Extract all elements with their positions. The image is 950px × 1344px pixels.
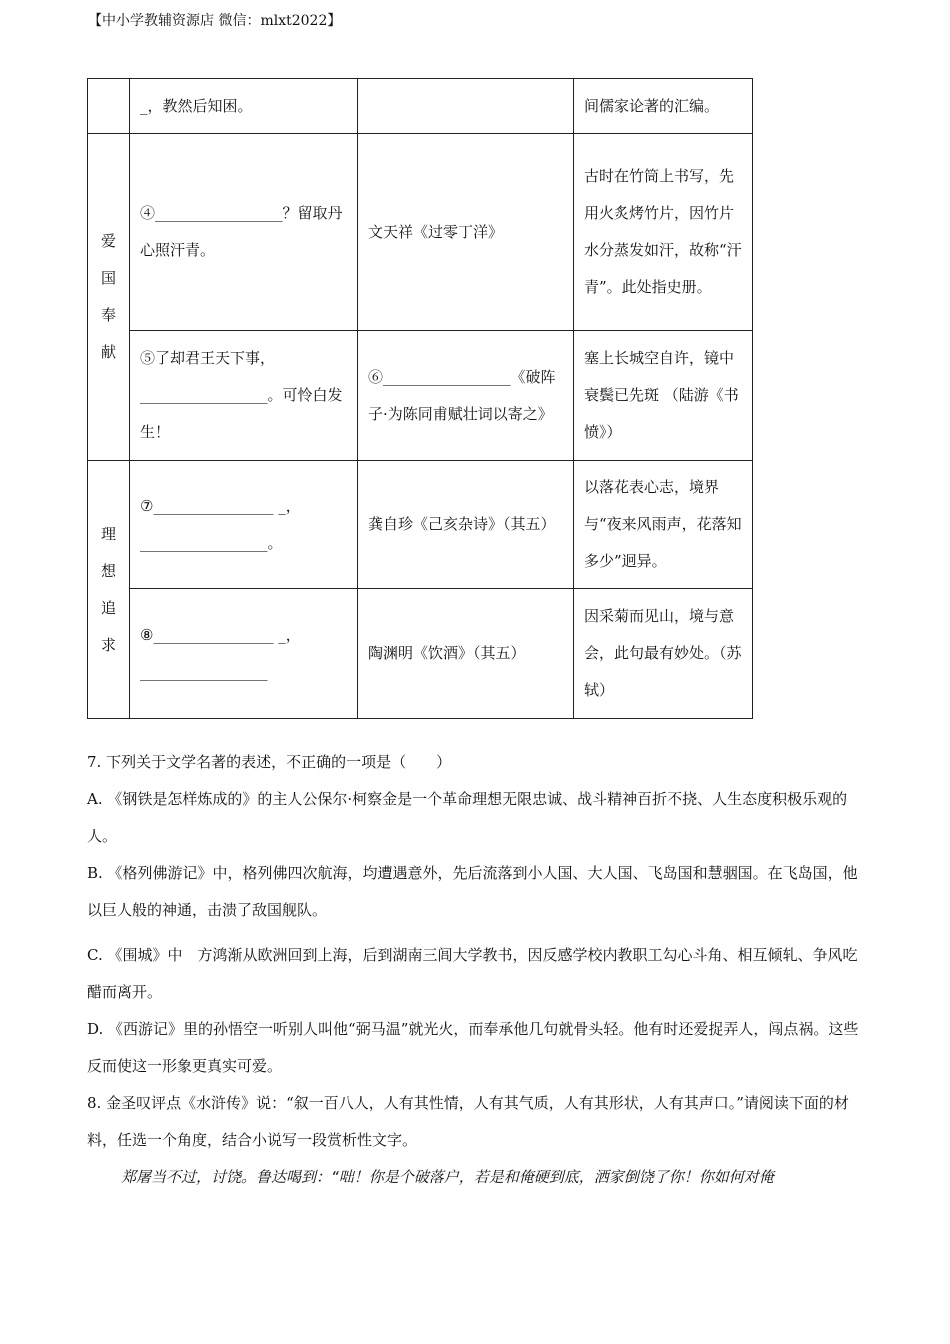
note-cell: 以落花表心志，境界与“夜来风雨声，花落知多少”迥异。 bbox=[574, 461, 753, 589]
note-cell: 古时在竹筒上书写，先用火炙烤竹片，因竹片水分蒸发如汗，故称“汗青”。此处指史册。 bbox=[574, 134, 753, 331]
poem-table bbox=[87, 78, 753, 719]
table-row bbox=[88, 331, 753, 461]
question-7-option-c: C. 《围城》中 方鸿渐从欧洲回到上海，后到湖南三闾大学教书，因反感学校内教职工勾心斗角、相互倾轧、争风吃醋而离开。 bbox=[87, 946, 858, 1001]
blank-cell: ⑤了却君王天下事，_________________。可怜白发生！ bbox=[130, 331, 358, 461]
question-7-option-a: A. 《钢铁是怎样炼成的》的主人公保尔·柯察金是一个革命理想无限忠诚、战斗精神百折不挠、人生态度积极乐观的人。 bbox=[87, 790, 848, 845]
question-8-stem: 8. 金圣叹评点《水浒传》说：“叙一百八人，人有其性情，人有其气质，人有其形状，人有其声口。”请阅读下面的材料，任选一个角度，结合小说写一段赏析性文字。 bbox=[87, 1094, 849, 1149]
questions-section bbox=[87, 744, 865, 1196]
question-7-option-b: B. 《格列佛游记》中，格列佛四次航海，均遭遇意外，先后流落到小人国、大人国、飞岛国和慧骃国。在飞岛国，他以巨人般的神通，击溃了敌国舰队。 bbox=[87, 864, 858, 919]
watermark-header: 【中小学教辅资源店 微信：mlxt2022】 bbox=[88, 13, 342, 29]
category-cell bbox=[88, 79, 130, 134]
note-cell: 间儒家论著的汇编。 bbox=[574, 79, 753, 134]
blank-cell: ④_________________？留取丹心照汗青。 bbox=[130, 134, 358, 331]
question-7-stem: 7. 下列关于文学名著的表述，不正确的一项是（ ） bbox=[87, 753, 452, 771]
source-cell bbox=[358, 79, 574, 134]
source-cell: 文天祥《过零丁洋》 bbox=[358, 134, 574, 331]
source-cell: 龚自珍《己亥杂诗》（其五） bbox=[358, 461, 574, 589]
table-row bbox=[88, 134, 753, 331]
category-cell-ideal: 理想追求 bbox=[88, 461, 130, 719]
question-8-excerpt: 郑屠当不过，讨饶。鲁达喝到：“咄！你是个破落户，若是和俺硬到底，洒家倒饶了你！你如何对俺 bbox=[121, 1168, 774, 1186]
note-cell: 塞上长城空自许，镜中衰鬓已先斑 （陆游《书愤》） bbox=[574, 331, 753, 461]
source-cell: ⑥_________________《破阵子·为陈同甫赋壮词以寄之》 bbox=[358, 331, 574, 461]
table-row bbox=[88, 461, 753, 589]
table-row bbox=[88, 79, 753, 134]
category-cell-patriotism: 爱国奉献 bbox=[88, 134, 130, 461]
blank-cell: ⑦________________ _，_________________。 bbox=[130, 461, 358, 589]
blank-cell: ⑧________________ _，_________________ bbox=[130, 589, 358, 719]
table-row bbox=[88, 589, 753, 719]
question-7-option-d: D. 《西游记》里的孙悟空一听别人叫他“弼马温”就光火，而奉承他几句就骨头轻。他有时还爱捉弄人，闯点祸。这些反而使这一形象更真实可爱。 bbox=[87, 1020, 859, 1075]
note-cell: 因采菊而见山，境与意会，此句最有妙处。（苏轼） bbox=[574, 589, 753, 719]
source-cell: 陶渊明《饮酒》（其五） bbox=[358, 589, 574, 719]
blank-cell: _，教然后知困。 bbox=[130, 79, 358, 134]
